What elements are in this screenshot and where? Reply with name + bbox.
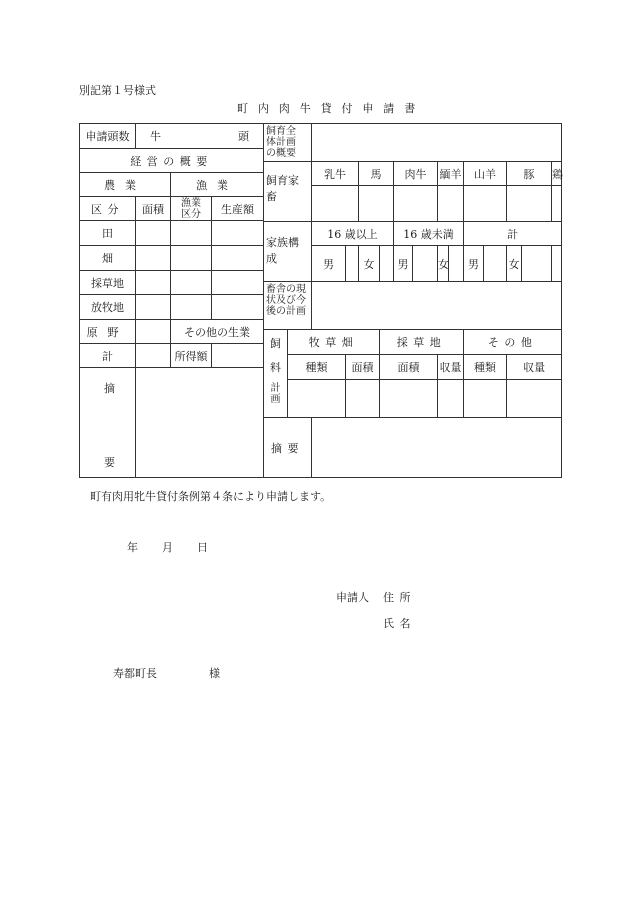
hay-land-label: 採草地 — [80, 271, 136, 295]
male-label: 男 — [394, 246, 413, 282]
livestock-count-cell[interactable] — [312, 186, 359, 222]
female-count-cell[interactable] — [552, 246, 562, 282]
date-month: 月 — [162, 541, 173, 554]
animal-chicken: 鶏 — [552, 162, 562, 186]
female-count-cell[interactable] — [449, 246, 464, 282]
feed-cell[interactable] — [346, 380, 380, 418]
feed-cell[interactable] — [380, 380, 438, 418]
female-label: 女 — [438, 246, 449, 282]
management-table — [79, 123, 264, 478]
date-year: 年 — [127, 541, 138, 554]
breeding-table — [263, 123, 562, 478]
total-area-cell[interactable] — [136, 344, 171, 368]
remarks-cell[interactable] — [312, 418, 562, 478]
field-area-cell[interactable] — [136, 246, 171, 271]
wild-land-label: 原野 — [80, 320, 136, 344]
feed-plan-label: 飼 料 計画 — [264, 330, 288, 418]
form-number: 別記第１号様式 — [79, 84, 156, 97]
cattle-label: 牛 — [150, 130, 161, 143]
head-count-label: 申請頭数 — [80, 124, 136, 149]
family-label: 家族構成 — [264, 222, 312, 282]
production-cell[interactable] — [212, 221, 264, 246]
family-total-header: 計 — [464, 222, 562, 246]
other-header: その他 — [464, 330, 562, 355]
female-label: 女 — [359, 246, 380, 282]
animal-dairy: 乳牛 — [312, 162, 359, 186]
other-business-label: その他の生業 — [171, 320, 264, 344]
fishery-header: 漁業 — [171, 173, 264, 197]
barn-plan-label: 畜舎の現状及び今後の計画 — [264, 282, 312, 330]
fishery-cell[interactable] — [171, 221, 212, 246]
fishery-category-header: 漁業区分 — [171, 197, 212, 221]
livestock-count-cell[interactable] — [464, 186, 507, 222]
addressee: 寿都町長 — [113, 667, 157, 680]
area-header: 面積 — [346, 355, 380, 380]
overview-header: 経営の概要 — [80, 149, 264, 173]
feed-cell[interactable] — [507, 380, 562, 418]
female-label: 女 — [507, 246, 522, 282]
age-over16-header: 16 歳以上 — [312, 222, 394, 246]
fishery-cell[interactable] — [171, 271, 212, 295]
wild-land-area-cell[interactable] — [136, 320, 171, 344]
category-header: 区分 — [80, 197, 136, 221]
livestock-count-cell[interactable] — [438, 186, 464, 222]
head-unit-label: 頭 — [238, 130, 249, 143]
livestock-count-cell[interactable] — [359, 186, 394, 222]
male-count-cell[interactable] — [484, 246, 507, 282]
production-header: 生産額 — [212, 197, 264, 221]
income-label: 所得額 — [171, 344, 212, 368]
animal-horse: 馬 — [359, 162, 394, 186]
livestock-count-cell[interactable] — [507, 186, 552, 222]
name-label: 氏名 — [383, 617, 416, 630]
applicant-label: 申請人 — [336, 591, 369, 604]
head-count-cell[interactable] — [136, 124, 264, 149]
rice-field-area-cell[interactable] — [136, 221, 171, 246]
total-label: 計 — [80, 344, 136, 368]
age-under16-header: 16 歳未満 — [394, 222, 464, 246]
animal-pig: 豚 — [507, 162, 552, 186]
yield-header: 収量 — [507, 355, 562, 380]
male-label: 男 — [464, 246, 484, 282]
income-cell[interactable] — [212, 344, 264, 368]
hay-land-header: 採草地 — [380, 330, 464, 355]
animal-beef: 肉牛 — [394, 162, 438, 186]
livestock-count-cell[interactable] — [394, 186, 438, 222]
fishery-cell[interactable] — [171, 246, 212, 271]
male-label: 男 — [312, 246, 346, 282]
pasture-label: 放牧地 — [80, 295, 136, 320]
fishery-cell[interactable] — [171, 295, 212, 320]
female-count-cell[interactable] — [522, 246, 552, 282]
grass-field-header: 牧草畑 — [288, 330, 380, 355]
livestock-label: 飼育家畜 — [264, 162, 312, 222]
production-cell[interactable] — [212, 295, 264, 320]
date-day: 日 — [197, 541, 208, 554]
male-count-cell[interactable] — [413, 246, 438, 282]
rice-field-label: 田 — [80, 221, 136, 246]
animal-goat: 山羊 — [464, 162, 507, 186]
kind-header: 種類 — [464, 355, 507, 380]
feed-cell[interactable] — [288, 380, 346, 418]
breeding-plan-cell[interactable] — [312, 124, 562, 162]
breeding-plan-label: 飼育全体計画の概要 — [264, 124, 312, 162]
remarks-label: 摘要 — [264, 418, 312, 478]
remarks-cell[interactable] — [136, 368, 264, 478]
feed-cell[interactable] — [464, 380, 507, 418]
honorific: 様 — [209, 667, 220, 680]
production-cell[interactable] — [212, 271, 264, 295]
barn-plan-cell[interactable] — [312, 282, 562, 330]
kind-header: 種類 — [288, 355, 346, 380]
form-title: 町内肉牛貸付申請書 — [237, 102, 426, 115]
animal-sheep: 緬羊 — [438, 162, 464, 186]
livestock-count-cell[interactable] — [552, 186, 562, 222]
female-count-cell[interactable] — [380, 246, 394, 282]
yield-header: 収量 — [438, 355, 464, 380]
hay-land-area-cell[interactable] — [136, 271, 171, 295]
field-label: 畑 — [80, 246, 136, 271]
remarks-label: 摘 要 — [80, 368, 136, 478]
male-count-cell[interactable] — [346, 246, 359, 282]
statement: 町有肉用牝牛貸付条例第４条により申請します。 — [90, 490, 332, 503]
pasture-area-cell[interactable] — [136, 295, 171, 320]
agriculture-header: 農業 — [80, 173, 171, 197]
area-header: 面積 — [136, 197, 171, 221]
feed-cell[interactable] — [438, 380, 464, 418]
address-label: 住所 — [383, 591, 416, 604]
area-header: 面積 — [380, 355, 438, 380]
production-cell[interactable] — [212, 246, 264, 271]
